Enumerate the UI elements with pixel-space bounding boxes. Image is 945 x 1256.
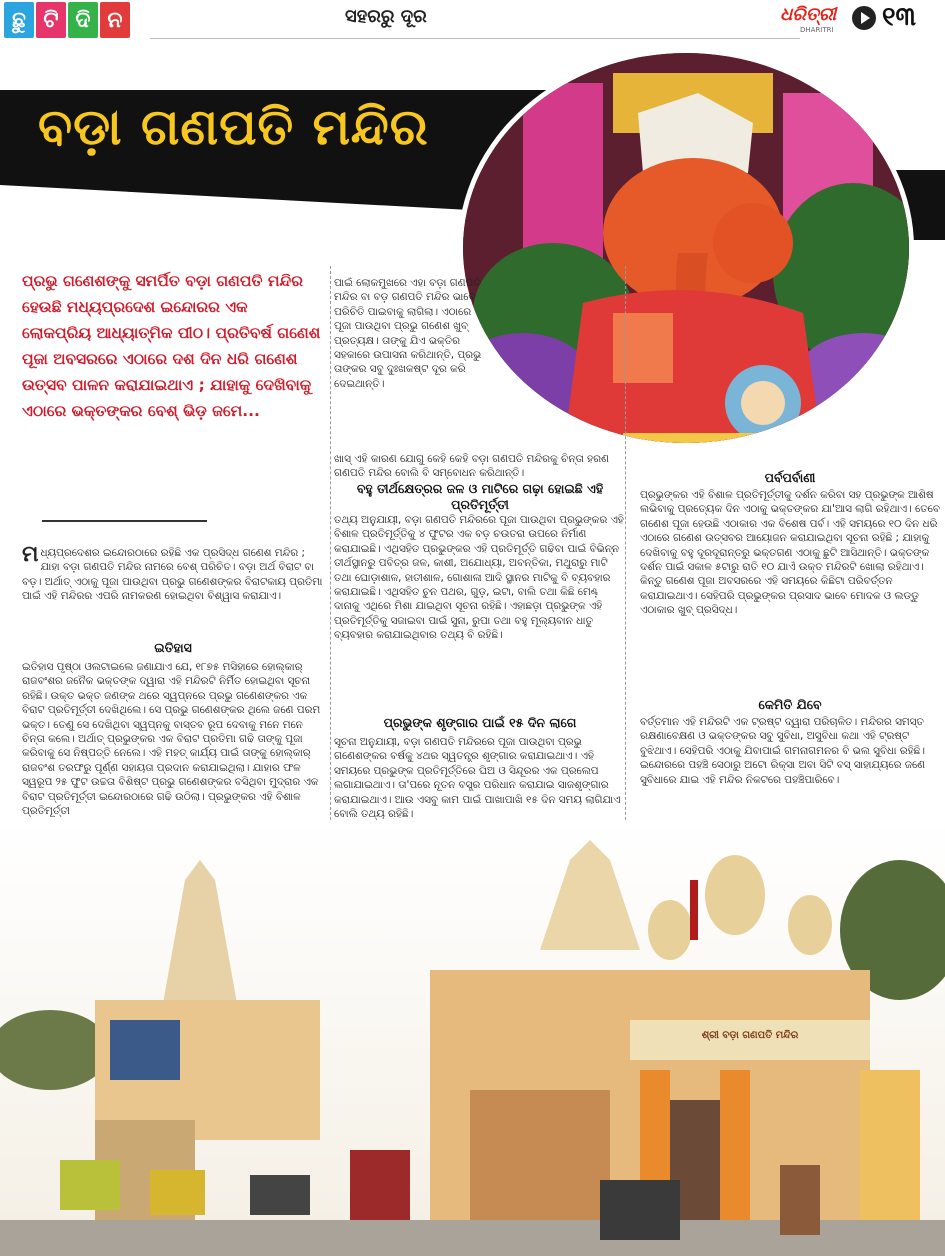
col3-para1: ପ୍ରଭୁଙ୍କର ଏହି ବିଶାଳ ପ୍ରତିମୂର୍ତ୍ତୀକୁ ଦର୍ଶନ କରିବା ସହ ପ୍ରଭୁଙ୍କ ଆଶିଷ ଲଭିବାକୁ ପ୍ରତ୍ୟେକ ଦିନ ଏଠାକୁ ଭକ୍ତଙ୍କର ଯା'ଆସ ଲାଗି ରହିଥାଏ। ତେବେ ଗଣେଶ ପୂଜା ହେଉଛି ଏଠାକାର ଏକ ବିଶେଷ ପର୍ବ। ଏହି ସମୟରେ ୧୦ ଦିନ ଧରି ଏଠାରେ ଗଣେଶ ଉତ୍ସବର ଆୟୋଜନ କରାଯାଇଥିବା ସୂଚନା ରହିଛି ; ଯାହାକୁ ଦେଖିବାକୁ ବହୁ ଦୂରଦୂରାନ୍ତରୁ ଭକ୍ତଗଣ ଏଠାକୁ ଛୁଟି ଆସିଥାନ୍ତି। ଭକ୍ତଙ୍କ ଦର୍ଶନ ପାଇଁ ସକାଳ ୫ଟାରୁ ରାତି ୧୦ ଯାଏଁ ଉକ୍ତ ମନ୍ଦିରଟି ଖୋଲା ରହିଥାଏ। କିନ୍ତୁ ଗଣେଶ ପୂଜା ଅବସରରେ ଏହି ସମୟରେ କିଛିଟା ପରିବର୍ତ୍ତନ କରାଯାଇଥାଏ। ସେହିପରି ପ୍ରଭୁଙ୍କର ପ୍ରସାଦ ଭାବେ ମୋଦକ ଓ ଲଡ୍ଡୁ ଏଠାକାର ଖୁବ୍ ପ୍ରସିଦ୍ଧ। <box>640 489 940 617</box>
col1-para2: ଇତିହାସ ପୃଷ୍ଠା ଓଲଟାଇଲେ ଜଣାଯାଏ ଯେ, ୧୮୭୫ ମସିହାରେ ହୋଲ୍‌କାର୍ ରାଜବଂଶର ଜନୈକ ଭକ୍ତଙ୍କ ଦ୍ୱାରା ଏହି ମନ୍ଦିରଟି ନିର୍ମିତ ହୋଇଥିବା ସୂଚନା ରହିଛି। ଉକ୍ତ ଭକ୍ତ ଜଣଙ୍କ ଥରେ ସ୍ୱପ୍ନରେ ପ୍ରଭୁ ଗଣେଶଙ୍କର ଏକ ବିରାଟ ପ୍ରତିମୂର୍ତ୍ତୀ ଦେଖିଥିଲେ। ସେ ପ୍ରଭୁ ଗଣେଶଙ୍କର ଥିଲେ ଜଣେ ପରମ ଭକ୍ତ। ତେଣୁ ସେ ଦେଖିଥିବା ସ୍ୱପ୍ନକୁ ବାସ୍ତବ ରୂପ ଦେବାକୁ ମନେ ମନେ ଚିନ୍ତା କଲେ। ଅର୍ଥାତ୍ ପ୍ରଭୁଙ୍କର ଏକ ବିରାଟ ପ୍ରତିମା ଗଢି ତାଙ୍କୁ ପୂଜା କରିବାକୁ ସେ ନିଷ୍ପତ୍ତି ନେଲେ। ଏହି ମହତ୍ କାର୍ଯ୍ୟ ପାଇଁ ତାଙ୍କୁ ହୋଲ୍‌କାର୍ ରାଜବଂଶ ତରଫରୁ ପୂର୍ଣ୍ଣ ସହାୟତା ପ୍ରଦାନ କରାଯାଇଥିଲା। ଯାହାର ଫଳ ସ୍ୱରୂପ ୨୫ ଫୁଟ ଉଚ୍ଚତା ବିଶିଷ୍ଟ ପ୍ରଭୁ ଗଣେଶଙ୍କର ବସିଥିବା ମୁଦ୍ରାର ଏକ ବିରାଟ ପ୍ରତିମୂର୍ତ୍ତୀ ଇନ୍ଦୋରଠାରେ ଗଢି ଉଠିଲା। ପ୍ରଭୁଙ୍କର ଏହି ବିଶାଳ ପ୍ରତିମୂର୍ତ୍ତୀ <box>22 661 321 818</box>
headline: ବଡ଼ା ଗଣପତି ମନ୍ଦିର <box>38 98 429 156</box>
col2-heading-2: ପ୍ରଭୁଙ୍କ ଶୃଙ୍ଗାର ପାଇଁ ୧୫ ଦିନ ଲାଗେ <box>383 715 577 730</box>
header-rule <box>150 38 800 39</box>
col2-para1b: ଖାସ୍ ଏହି କାରଣ ଯୋଗୁ କେହି କେହି ବଡ଼ା ଗଣପତି ମନ୍ଦିରକୁ ଚିନ୍ତା ହରଣ ଗଣପତି ମନ୍ଦିର ବୋଲି ବି ସମ୍ବୋଧନ କରିଥାନ୍ତି। <box>334 453 609 480</box>
section-title <box>4 2 130 38</box>
temple-sign: ଶ୍ରୀ ବଡ଼ା ଗଣପତି ମନ୍ଦିର <box>701 1030 799 1041</box>
dropcap: ମ <box>22 542 39 567</box>
col1-para1: ଧ୍ୟପ୍ରଦେଶର ଇନ୍ଦୋରଠାରେ ରହିଛି ଏକ ପ୍ରସିଦ୍ଧ ଗଣେଶ ମନ୍ଦିର ; ଯାହା ବଡ଼ା ଗଣପତି ମନ୍ଦିର ନାମରେ ବେଶ୍ ପରିଚିତ। ବଡ଼ା ଅର୍ଥ ବିରାଟ ବା ବଡ଼। ଅର୍ଥାତ୍ ଏଠାକୁ ପୂଜା ପାଉଥିବା ପ୍ରଭୁ ଗଣେଶଙ୍କର ବିରାଟକାୟ ପ୍ରତିମା ପାଇଁ ଏହି ମନ୍ଦିରର ଏପରି ନାମକରଣ ହୋଇଥିବା ବିଶ୍ୱାସ କରାଯାଏ। <box>22 547 323 603</box>
col2-heading-1: ବହୁ ତୀର୍ଥକ୍ଷେତ୍ରର ଜଳ ଓ ମାଟିରେ ଗଢ଼ା ହୋଇଛି ଏହି ପ୍ରତିମୂର୍ତ୍ତୀ <box>356 481 604 512</box>
section-letter: ନ <box>100 2 130 38</box>
col2-para1: ପାଇଁ ଲୋକମୁଖରେ ଏହା ବଡ଼ା ଗଣପତି ମନ୍ଦିର ବା ବଡ଼ ଗଣପତି ମନ୍ଦିର ଭାବେ ପରିଚିତି ପାଇବାକୁ ଲାଗିଲା। ଏଠାରେ ପୂଜା ପାଉଥିବା ପ୍ରଭୁ ଗଣେଶ ଖୁବ୍ ପ୍ରତ୍ୟକ୍ଷ। ତାଙ୍କୁ ଯିଏ ଭକ୍ତିର ସହକାରେ ଉପାସନା କରିଥାନ୍ତି, ପ୍ରଭୁ ତାଙ୍କର ସବୁ ଦୁଃଖକଷ୍ଟ ଦୂର କରି ଦେଇଥାନ୍ତି। <box>334 277 482 390</box>
section-letter: ଛୁ <box>4 2 34 38</box>
brand-sub: DHARITRI <box>800 26 834 34</box>
col3-heading-1: ପର୍ବପର୍ବାଣୀ <box>764 470 816 485</box>
temple-photo <box>0 820 945 1256</box>
intro-rule <box>42 520 207 522</box>
kicker: ସହରରୁ ଦୂର <box>345 6 427 27</box>
section-letter: ଦି <box>68 2 98 38</box>
intro-text: ପ୍ରଭୁ ଗଣେଶଙ୍କୁ ସମର୍ପିତ ବଡ଼ା ଗଣପତି ମନ୍ଦିର ହେଉଛି ମଧ୍ୟପ୍ରଦେଶ ଇନ୍ଦୋରର ଏକ ଲୋକପ୍ରିୟ ଆଧ୍ୟାତ୍ମିକ ପୀଠ। ପ୍ରତିବର୍ଷ ଗଣେଶ ପୂଜା ଅବସରରେ ଏଠାରେ ଦଶ ଦିନ ଧରି ଗଣେଶ ଉତ୍ସବ ପାଳନ କରାଯାଇଥାଏ ; ଯାହାକୁ ଦେଖିବାକୁ ଏଠାରେ ଭକ୍ତଙ୍କର ବେଶ୍ ଭିଡ଼ ଜମେ... <box>22 272 321 420</box>
history-heading: ଇତିହାସ <box>154 640 192 655</box>
column-1 <box>22 542 324 604</box>
page-header <box>0 0 945 40</box>
page-number: ୧୩ <box>882 2 916 32</box>
col2-para2: ତଥ୍ୟ ଅନୁଯାୟୀ, ବଡ଼ା ଗଣପତି ମନ୍ଦିରରେ ପୂଜା ପାଉଥିବା ପ୍ରଭୁଙ୍କର ଏହି ବିଶାଳ ପ୍ରତିମୂର୍ତ୍ତିକୁ ୪ ଫୁଟର ଏକ ବଡ଼ ଚଉତରା ଉପରେ ନିର୍ମାଣ କରାଯାଇଛି। ଏଥିସହିତ ପ୍ରଭୁଙ୍କର ଏହି ପ୍ରତିମୂର୍ତ୍ତି ଗଢିବା ପାଇଁ ବିଭିନ୍ନ ତୀର୍ଥସ୍ଥାନରୁ ପବିତ୍ର ଜଳ, କାଶୀ, ଅଯୋଧ୍ୟା, ଅବନ୍ତିକା, ମଥୁରାରୁ ମାଟି ତଥା ଘୋଡ଼ାଶାଳ, ହାତୀଶାଳ, ଗୋଶାଳା ଆଦି ସ୍ଥାନର ମାଟିକୁ ବି ବ୍ୟବହାର କରାଯାଇଛି। ଏଥିସହିତ ଚୁନ ପଥର, ଗୁଡ଼, ଇଟା, ବାଲି ତଥା କିଛି ମେଣ୍ଢ଼ ଦାନାକୁ ଏଥିରେ ମିଶା ଯାଇଥିବା ସୂଚନା ରହିଛି। ଏହାଛଡ଼ା ପ୍ରଭୁଙ୍କ ଏହି ପ୍ରତିମୂର୍ତ୍ତିକୁ ସଜାଇବା ପାଇଁ ସୁନା, ରୁପା ତଥା ବହୁ ମୂଲ୍ୟବାନ ଧାତୁ ବ୍ୟବହାର କରାଯାଇଥିବାର ତଥ୍ୟ ବି ରହିଛି। <box>334 514 624 642</box>
play-icon <box>852 6 876 30</box>
section-letter: ଟି <box>36 2 66 38</box>
brand-logo: ଧରିତ୍ରୀ <box>780 4 837 25</box>
col3-heading-2: କେମିତି ଯିବେ <box>758 697 822 712</box>
col2-para3: ସୂଚନା ଅନୁଯାୟୀ, ବଡ଼ା ଗଣପତି ମନ୍ଦିରରେ ପୂଜା ପାଉଥିବା ପ୍ରଭୁ ଗଣେଶଙ୍କର ବର୍ଷକୁ ୪ଥର ସ୍ୱତନ୍ତ୍ର ଶୃଙ୍ଗାର କରାଯାଇଥାଏ। ଏହି ସମୟରେ ପ୍ରଭୁଙ୍କ ପ୍ରତିମୂର୍ତ୍ତିରେ ଘିଅ ଓ ସିନ୍ଦୂରର ଏକ ପ୍ରଲେପ ଲଗାଯାଇଥାଏ। ତା'ପରେ ନୂତନ ବସ୍ତ୍ର ପରିଧାନ କରାଯାଇ ସାଜଶୃଙ୍ଗାର କରାଯାଇଥାଏ। ଆଉ ଏସବୁ କାମ ପାଇଁ ପାଖାପାଖି ୧୫ ଦିନ ସମୟ ଲାଗିଯାଏ ବୋଲି ତଥ୍ୟ ରହିଛି। <box>334 736 621 821</box>
col3-para2: ବର୍ତ୍ତମାନ ଏହି ମନ୍ଦିରଟି ଏକ ଟ୍ରଷ୍ଟ ଦ୍ୱାରା ପରିଚାଳିତ। ମନ୍ଦିରର ସମସ୍ତ ରକ୍ଷଣାବେକ୍ଷଣ ଓ ଭକ୍ତଙ୍କର ସବୁ ସୁବିଧା, ଅସୁବିଧା କଥା ଏହି ଟ୍ରଷ୍ଟ ବୁଝିଥାଏ। ସେହିପରି ଏଠାକୁ ଯିବାପାଇଁ ଗମନାଗମନର ବି ଭଲ ସୁବିଧା ରହିଛି। ଇନ୍ଦୋରରେ ପହଞ୍ଚି ସେଠାରୁ ଅଟୋ ରିକ୍ସା ଅବା ସିଟି ବସ୍ ସାହାଯ୍ୟରେ ଜଣେ ସୁବିଧାରେ ଯାଇ ଏହି ମନ୍ଦିର ନିକଟରେ ପହଞ୍ଚିପାରିବେ। <box>640 716 926 786</box>
